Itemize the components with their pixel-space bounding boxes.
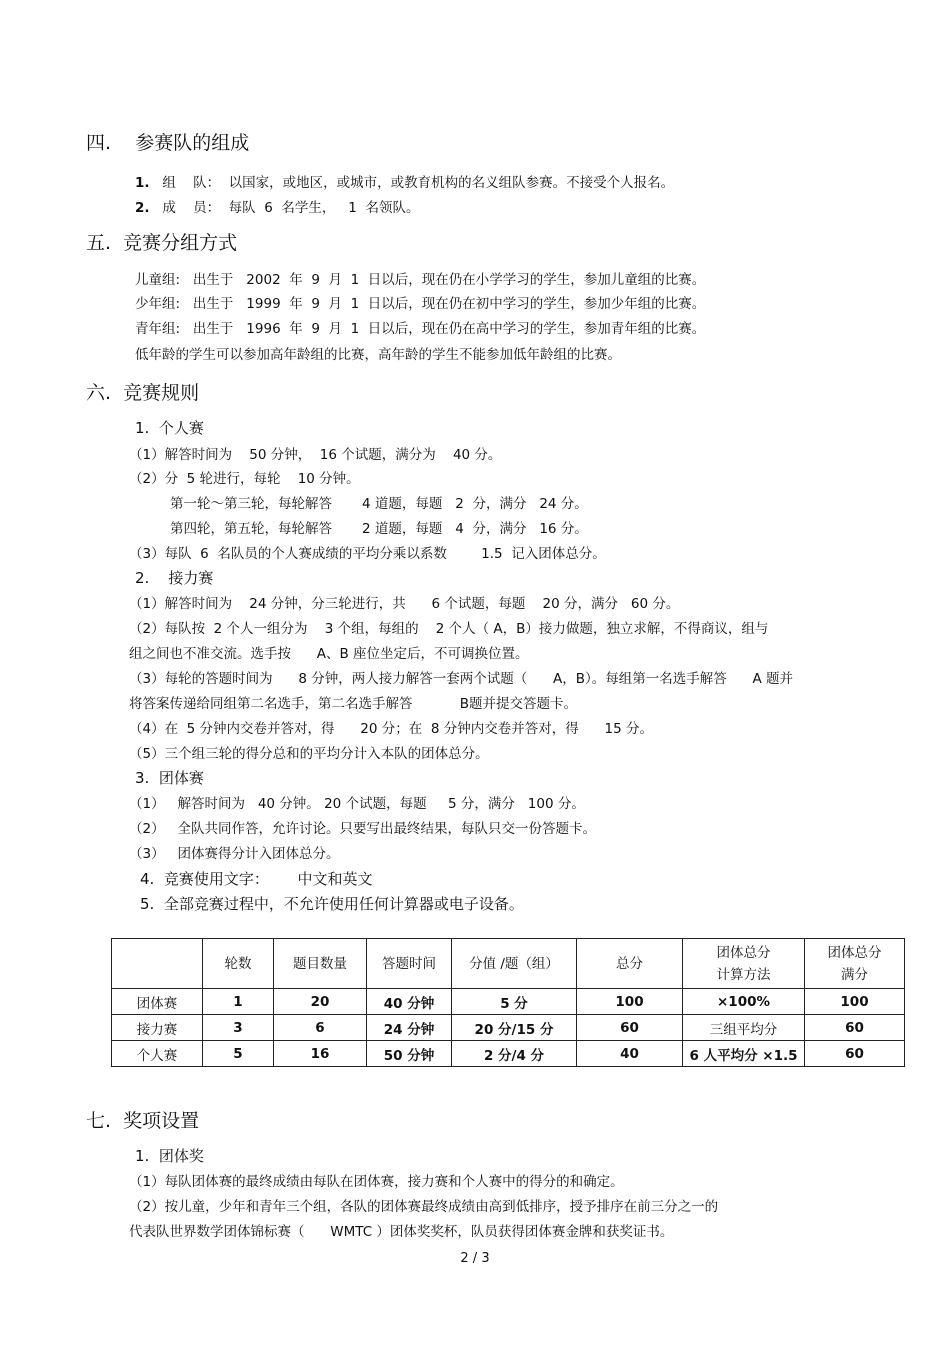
table-cell: 2 分/4 分 (452, 1041, 577, 1067)
sec6-s2-line-6: （4）在 5 分钟内交卷并答对，得 20 分；在 8 分钟内交卷并答对，得 15 分。 (129, 721, 653, 737)
sec6-s3-line-1: （1） 解答时间为 40 分钟。 20 个试题，每题 5 分，满分 100 分。 (129, 796, 585, 812)
table-cell: 5 (203, 1041, 274, 1067)
sec6-s2-line-5: 将答案传递给同组第二名选手，第二名选手解答 B题并提交答题卡。 (129, 696, 577, 712)
sec6-s1-line-2: （2）分 5 轮进行，每轮 10 分钟。 (129, 471, 360, 487)
table-cell: 3 (203, 1015, 274, 1041)
sec7-sub-1: 1. 团体奖 (135, 1147, 204, 1165)
sec7-line-2: （2）按儿童，少年和青年三个组，各队的团体赛最终成绩由高到低排序，授予排序在前三分之一的 (129, 1199, 719, 1215)
sec6-s1-line-3: 第一轮～第三轮，每轮解答 4 道题，每题 2 分，满分 24 分。 (170, 496, 588, 512)
table-cell: 24 分钟 (367, 1015, 452, 1041)
sec6-s2-line-4: （3）每轮的答题时间为 8 分钟，两人接力解答一套两个试题（ A，B）。每组第一名选手解答 A 题并 (129, 671, 793, 687)
sec6-item-5: 5. 全部竞赛过程中，不允许使用任何计算器或电子设备。 (140, 895, 524, 913)
table-cell: 60 (805, 1015, 905, 1041)
competition-summary-table (111, 938, 905, 1067)
sec4-item-2-text: 成 员： 每队 6 名学生， 1 名领队。 (162, 200, 420, 216)
table-header-cell: 团体总分 计算方法 (683, 939, 805, 989)
sec6-s2-line-1: （1）解答时间为 24 分钟，分三轮进行，共 6 个试题，每题 20 分，满分 60 分。 (129, 596, 680, 612)
table-row (112, 1015, 905, 1041)
sec4-item-2 (135, 196, 419, 216)
section-6-title: 六. 竞赛规则 (86, 382, 200, 404)
table-cell: 6 人平均分 ×1.5 (683, 1041, 805, 1067)
table-cell: 100 (805, 989, 905, 1015)
table-cell: 团体赛 (112, 989, 203, 1015)
sec4-item-1 (135, 171, 674, 191)
table-header-cell: 答题时间 (367, 939, 452, 989)
table-cell: 60 (805, 1041, 905, 1067)
table-cell: 个人赛 (112, 1041, 203, 1067)
table-cell: ×100% (683, 989, 805, 1015)
sec6-sub-3: 3. 团体赛 (135, 769, 204, 787)
table-cell: 三组平均分 (683, 1015, 805, 1041)
sec6-s3-line-2: （2） 全队共同作答，允许讨论。只要写出最终结果，每队只交一份答题卡。 (129, 821, 596, 837)
section-5-title: 五. 竞赛分组方式 (86, 232, 238, 254)
sec5-line-4: 低年龄的学生可以参加高年龄组的比赛，高年龄的学生不能参加低年龄组的比赛。 (135, 347, 621, 363)
table-cell: 20 分/15 分 (452, 1015, 577, 1041)
table-header-cell: 团体总分 满分 (805, 939, 905, 989)
sec4-item-1-num: 1. (135, 175, 150, 191)
sec6-s1-line-1: （1）解答时间为 50 分钟， 16 个试题，满分为 40 分。 (129, 447, 502, 463)
sec6-s1-line-4: 第四轮，第五轮，每轮解答 2 道题，每题 4 分，满分 16 分。 (170, 521, 588, 537)
sec4-item-1-text: 组 队： 以国家，或地区，或城市，或教育机构的名义组队参赛。不接受个人报名。 (162, 175, 675, 191)
sec6-s2-line-7: （5）三个组三轮的得分总和的平均分计入本队的团体总分。 (129, 746, 489, 762)
table-header-row (112, 939, 905, 989)
table-header-cell: 题目数量 (274, 939, 367, 989)
sec7-line-1: （1）每队团体赛的最终成绩由每队在团体赛，接力赛和个人赛中的得分的和确定。 (129, 1174, 624, 1190)
table-cell: 接力赛 (112, 1015, 203, 1041)
sec5-line-1: 儿童组: 出生于 2002 年 9 月 1 日以后，现在仍在小学学习的学生，参加儿童组的比赛。 (135, 272, 706, 288)
table-row (112, 1041, 905, 1067)
sec4-item-2-num: 2. (135, 200, 150, 216)
sec6-s2-line-3: 组之间也不准交流。选手按 A、B 座位坐定后，不可调换位置。 (129, 646, 529, 662)
table-row (112, 989, 905, 1015)
table-cell: 6 (274, 1015, 367, 1041)
table-cell: 50 分钟 (367, 1041, 452, 1067)
table-cell: 40 分钟 (367, 989, 452, 1015)
table-header-cell: 总分 (577, 939, 683, 989)
sec6-item-4: 4. 竞赛使用文字： 中文和英文 (140, 870, 373, 888)
sec6-sub-1: 1. 个人赛 (135, 419, 204, 437)
sec5-line-2: 少年组: 出生于 1999 年 9 月 1 日以后，现在仍在初中学习的学生，参加少年组的比赛。 (135, 296, 706, 312)
sec6-sub-2: 2. 接力赛 (135, 569, 214, 587)
table-cell: 1 (203, 989, 274, 1015)
table-cell: 40 (577, 1041, 683, 1067)
page-number: 2 / 3 (460, 1251, 490, 1266)
table-cell: 16 (274, 1041, 367, 1067)
sec6-s3-line-3: （3） 团体赛得分计入团体总分。 (129, 846, 340, 862)
table-header-cell: 分值 /题（组） (452, 939, 577, 989)
sec7-line-3: 代表队世界数学团体锦标赛（ WMTC ）团体奖奖杯，队员获得团体赛金牌和获奖证书。 (129, 1224, 674, 1240)
section-4-title: 四. 参赛队的组成 (86, 132, 250, 154)
table-cell: 20 (274, 989, 367, 1015)
section-7-title: 七. 奖项设置 (86, 1110, 200, 1132)
table-cell: 60 (577, 1015, 683, 1041)
table-cell: 100 (577, 989, 683, 1015)
table-cell: 5 分 (452, 989, 577, 1015)
sec5-line-3: 青年组: 出生于 1996 年 9 月 1 日以后，现在仍在高中学习的学生，参加青年组的比赛。 (135, 321, 706, 337)
sec6-s2-line-2: （2）每队按 2 个人一组分为 3 个组，每组的 2 个人（ A，B）接力做题，独立求解，不得商议，组与 (129, 621, 769, 637)
sec6-s1-line-5: （3）每队 6 名队员的个人赛成绩的平均分乘以系数 1.5 记入团体总分。 (129, 546, 606, 562)
table-header-cell: 轮数 (203, 939, 274, 989)
table-header-cell (112, 939, 203, 989)
